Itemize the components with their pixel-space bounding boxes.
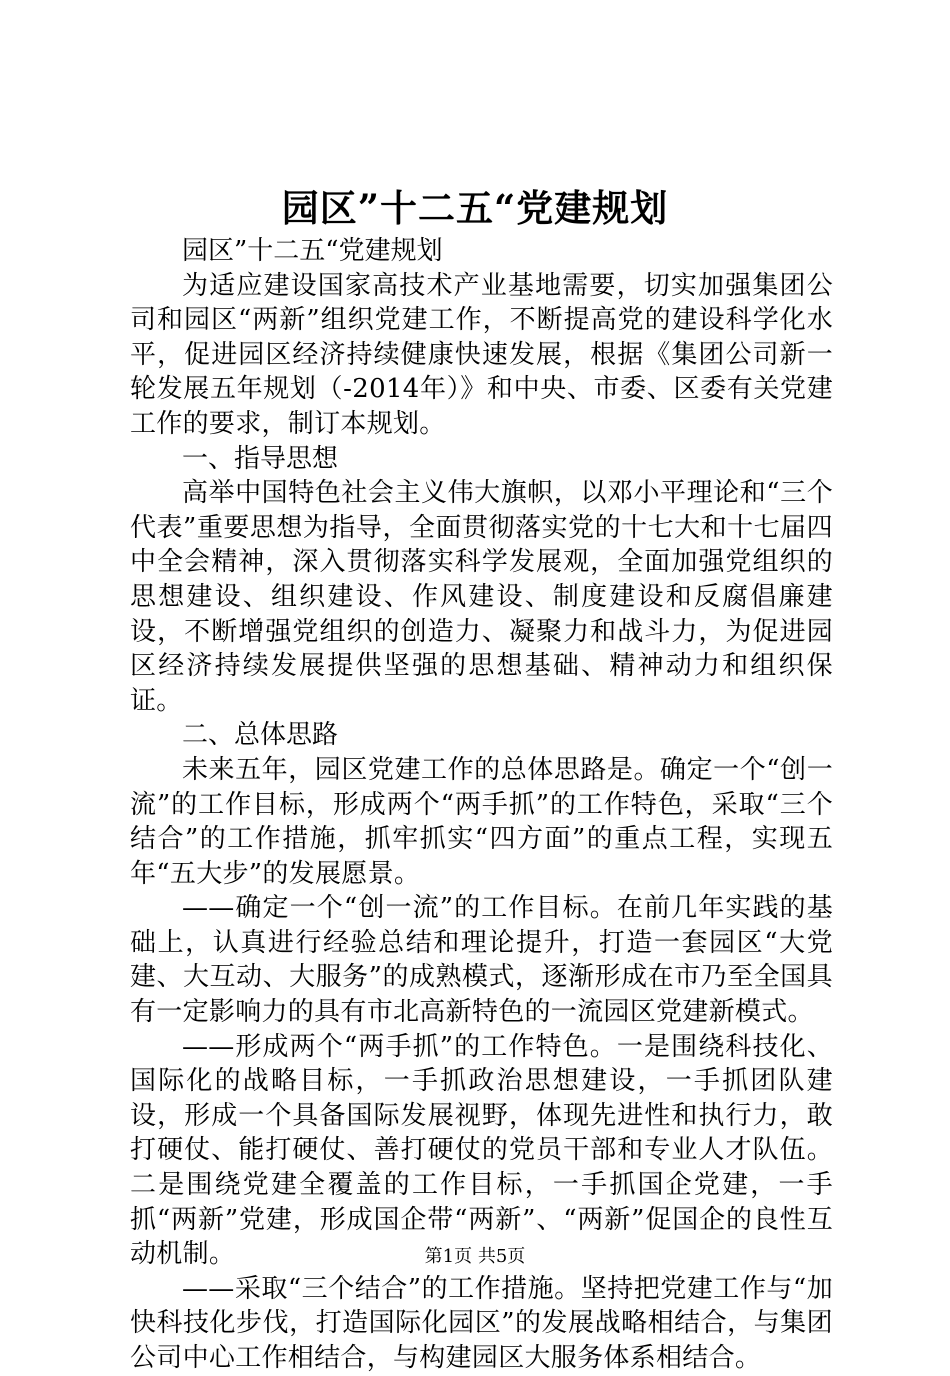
document-title: 园区”十二五“党建规划 <box>281 186 669 230</box>
document-subtitle: 园区”十二五“党建规划 <box>182 236 443 266</box>
section-heading-guiding-thought: 一、指导思想 <box>182 443 339 474</box>
paragraph-goal: ——确定一个“创一流”的工作目标。在前几年实践的基础上，认真进行经验总结和理论提升，打造一套园区“大党建、大互动、大服务”的成熟模式，逐渐形成在市乃至全国具有一定影响力的具有市北高新特色的一流园区党建新模式。 <box>130 893 833 1028</box>
paragraph-guiding-thought: 高举中国特色社会主义伟大旗帜，以邓小平理论和“三个代表”重要思想为指导，全面贯彻落实党的十七大和十七届四中全会精神，深入贯彻落实科学发展观，全面加强党组织的思想建设、组织建设、作风建设、制度建设和反腐倡廉建设，不断增强党组织的创造力、凝聚力和战斗力，为促进园区经济持续发展提供坚强的思想基础、精神动力和组织保证。 <box>130 478 833 716</box>
section-heading-overall-approach: 二、总体思路 <box>182 720 339 751</box>
page-number-footer: 第1页 共5页 <box>424 1246 526 1267</box>
paragraph-three-combinations: ——采取“三个结合”的工作措施。坚持把党建工作与“加快科技化步伐，打造国际化园区”的发展战略相结合，与集团公司中心工作相结合，与构建园区大服务体系相结合。 <box>130 1273 833 1373</box>
paragraph-intro: 为适应建设国家高技术产业基地需要，切实加强集团公司和园区“两新”组织党建工作，不断提高党的建设科学化水平，促进园区经济持续健康快速发展，根据《集团公司新一轮发展五年规划（-2014年）》和中央、市委、区委有关党建工作的要求，制订本规划。 <box>130 270 833 439</box>
paragraph-overall-approach: 未来五年，园区党建工作的总体思路是。确定一个“创一流”的工作目标，形成两个“两手抓”的工作特色，采取“三个结合”的工作措施，抓牢抓实“四方面”的重点工程，实现五年“五大步”的发展愿景。 <box>130 754 833 889</box>
paragraph-two-hands: ——形成两个“两手抓”的工作特色。一是围绕科技化、国际化的战略目标，一手抓政治思想建设，一手抓团队建设，形成一个具备国际发展视野，体现先进性和执行力，敢打硬仗、能打硬仗、善打硬仗的党员干部和专业人才队伍。二是围绕党建全覆盖的工作目标，一手抓国企党建，一手抓“两新”党建，形成国企带“两新”、“两新”促国企的良性互动机制。 <box>130 1031 833 1270</box>
document-body <box>130 234 833 1376</box>
